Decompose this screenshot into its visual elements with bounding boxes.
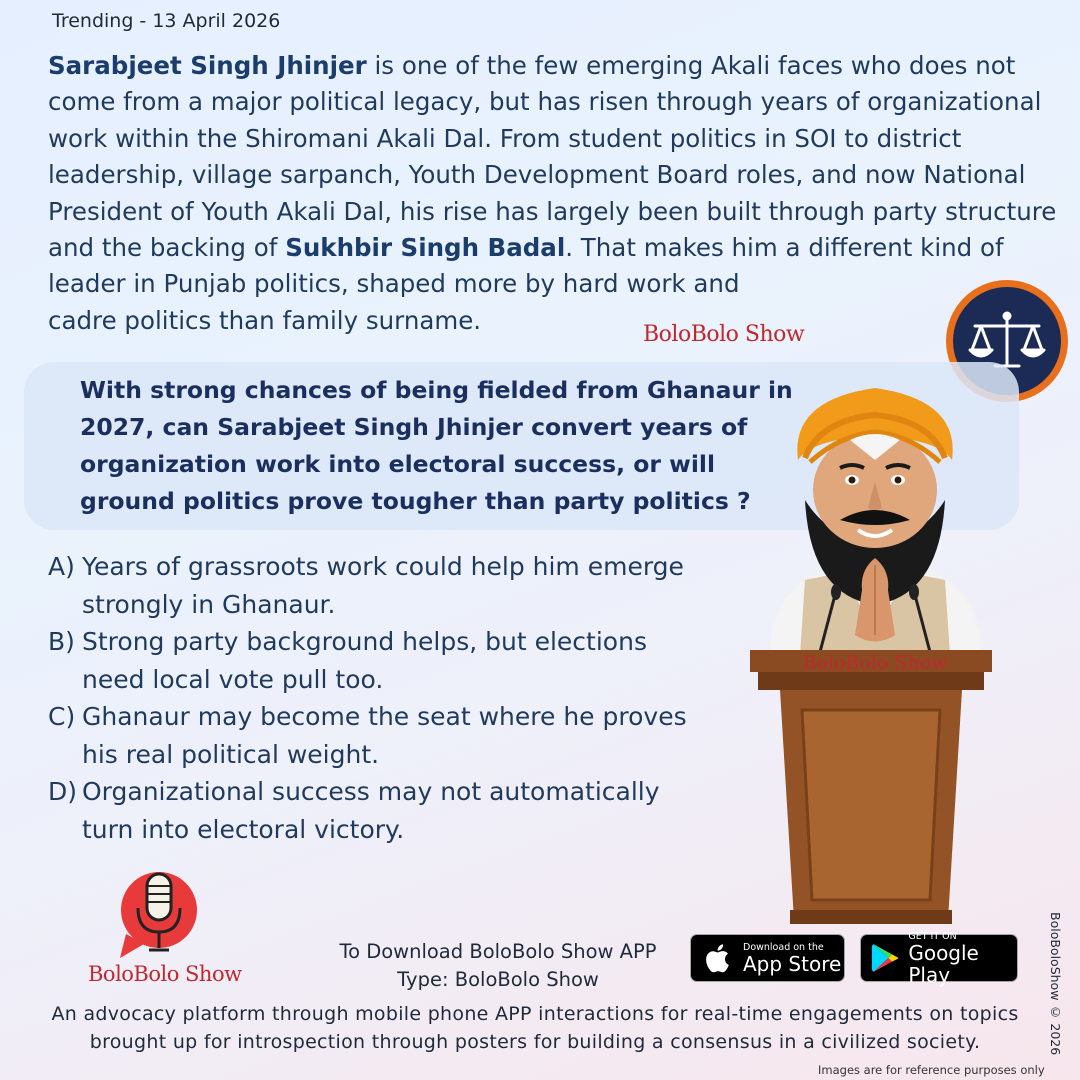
app-store-label: App Store bbox=[743, 951, 842, 976]
platform-tagline bbox=[30, 1000, 1040, 1056]
google-play-icon bbox=[871, 941, 900, 975]
option-letter: D) bbox=[48, 777, 78, 806]
app-store-small-label: Download on the bbox=[743, 941, 824, 953]
option-b[interactable] bbox=[48, 623, 708, 698]
politician-name: Sarabjeet Singh Jhinjer bbox=[48, 51, 367, 80]
apple-icon bbox=[701, 940, 737, 976]
download-line-2: Type: BoloBolo Show bbox=[397, 968, 599, 991]
google-play-button[interactable] bbox=[860, 930, 1018, 987]
option-text: Years of grassroots work could help him emerge strongly in Ghanaur. bbox=[82, 552, 684, 619]
download-line-1: To Download BoloBolo Show APP bbox=[339, 940, 657, 963]
google-play-label: Google Play bbox=[908, 940, 979, 987]
app-store-button[interactable] bbox=[690, 934, 845, 982]
intro-text-2: . That makes him a different kind of leader in Punjab politics, shaped more by hard work and bbox=[48, 233, 1004, 299]
brand-watermark: BoloBolo Show bbox=[643, 322, 805, 347]
politician-caricature bbox=[750, 380, 1000, 925]
intro-paragraph bbox=[48, 48, 1063, 339]
poll-question: With strong chances of being fielded from Ghanaur in 2027, can Sarabjeet Singh Jhinjer convert years of organization work into electoral success, or will ground politics prove tougher than party politics ? bbox=[80, 376, 793, 515]
trending-date: Trending - 13 April 2026 bbox=[52, 10, 281, 32]
option-c[interactable] bbox=[48, 698, 708, 773]
poll-options bbox=[48, 548, 708, 848]
intro-text-1: is one of the few emerging Akali faces who does not come from a major political legacy, but has risen through years of organizational work within the Shiromani Akali Dal. From student politics in SOI to district leadership, village sarpanch, Youth Development Board roles, and now National President of Youth Akali Dal, his rise has largely been built through party structure and the backing of bbox=[48, 51, 1057, 263]
intro-text-3: cadre politics than family surname. bbox=[48, 305, 482, 335]
option-letter: B) bbox=[48, 627, 75, 656]
copyright-notice: BoloBoloShow © 2026 bbox=[1048, 912, 1063, 1056]
leader-name: Sukhbir Singh Badal bbox=[285, 233, 566, 263]
podcast-microphone-icon bbox=[118, 868, 200, 960]
image-disclaimer: Images are for reference purposes only bbox=[818, 1063, 1045, 1077]
option-text: Organizational success may not automatically turn into electoral victory. bbox=[82, 777, 660, 844]
option-text: Ghanaur may become the seat where he proves his real political weight. bbox=[82, 702, 687, 769]
tagline-line-1: An advocacy platform through mobile phone APP interactions for real-time engagements on topics bbox=[51, 1003, 1019, 1025]
google-play-small-label: GET IT ON bbox=[908, 930, 957, 942]
tagline-line-2: brought up for introspection through posters for building a consensus in a civilized society. bbox=[89, 1031, 981, 1053]
option-d[interactable] bbox=[48, 773, 708, 848]
podium-watermark: BoloBolo Show bbox=[802, 652, 948, 674]
option-a[interactable] bbox=[48, 548, 708, 623]
download-instructions bbox=[318, 938, 678, 994]
option-letter: C) bbox=[48, 702, 76, 731]
option-text: Strong party background helps, but elections need local vote pull too. bbox=[82, 627, 647, 694]
option-letter: A) bbox=[48, 552, 75, 581]
brand-logo-text: BoloBolo Show bbox=[88, 962, 242, 986]
